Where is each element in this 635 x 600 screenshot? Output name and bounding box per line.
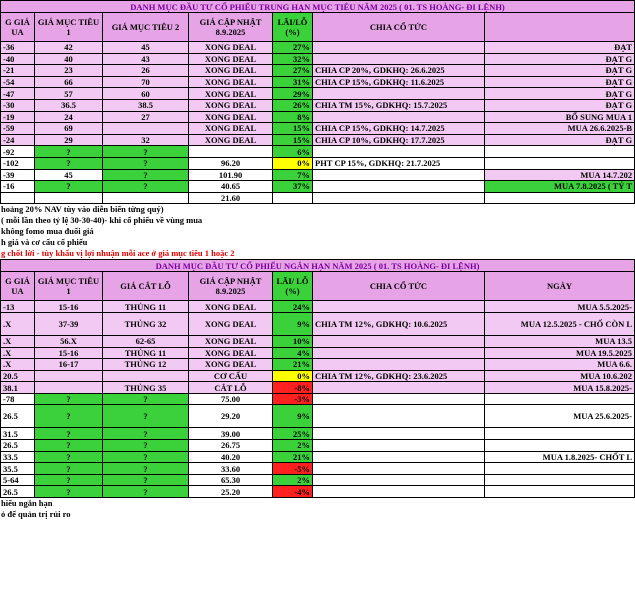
cell-update-price: XONG DEAL xyxy=(189,65,273,77)
table-row xyxy=(1,382,635,394)
cell-target-1: 42 xyxy=(35,42,103,54)
cell-dividend xyxy=(313,301,485,313)
cell-note: MUA 14.7.202 xyxy=(485,169,635,181)
cell-stop-loss: ? xyxy=(103,405,189,428)
cell-dividend xyxy=(313,169,485,181)
table-row xyxy=(1,42,635,54)
cell-buy-price: 26.5 xyxy=(1,405,35,428)
table-row xyxy=(1,169,635,181)
cell-profit-loss: -8% xyxy=(273,382,313,394)
cell-profit-loss: 10% xyxy=(273,335,313,347)
cell-dividend: CHIA TM 12%, GDKHQ: 23.6.2025 xyxy=(313,370,485,382)
cell-stop-loss: THỦNG 11 xyxy=(103,347,189,359)
cell-dividend xyxy=(313,88,485,100)
cell-profit-loss: 37% xyxy=(273,181,313,193)
cell-profit-loss: 0% xyxy=(273,157,313,169)
cell-target-1 xyxy=(35,370,103,382)
cell-profit-loss: 6% xyxy=(273,146,313,158)
cell-note: MUA 25.6.2025- xyxy=(485,405,635,428)
cell-dividend xyxy=(313,359,485,371)
cell-dividend: CHIA CP 15%, GDKHQ: 11.6.2025 xyxy=(313,76,485,88)
cell-buy-price: -16 xyxy=(1,181,35,193)
cell-note: BỔ SUNG MUA 1 xyxy=(485,111,635,123)
cell-buy-price: .X xyxy=(1,347,35,359)
table-row xyxy=(1,312,635,335)
cell-target-1: 29 xyxy=(35,134,103,146)
cell-profit-loss: 4% xyxy=(273,347,313,359)
table-header-row xyxy=(1,13,635,42)
cell-update-price: XONG DEAL xyxy=(189,134,273,146)
table2-title: DANH MỤC ĐẦU TƯ CỔ PHIẾU NGẮN HẠN NĂM 2025 ( 01. TS HOÀNG- ĐI LỆNH) xyxy=(1,260,635,272)
cell-note xyxy=(485,192,635,204)
cell-target-1: 57 xyxy=(35,88,103,100)
table-title-row xyxy=(1,1,635,13)
table-row xyxy=(1,134,635,146)
cell-target-1: ? xyxy=(35,463,103,475)
cell-profit-loss: -4% xyxy=(273,486,313,498)
cell-dividend xyxy=(313,181,485,193)
cell-stop-loss: THỦNG 35 xyxy=(103,382,189,394)
cell-target-2: 38.5 xyxy=(103,99,189,111)
cell-update-price: 101.90 xyxy=(189,169,273,181)
cell-target-1: ? xyxy=(35,393,103,405)
cell-dividend xyxy=(313,451,485,463)
cell-target-2: 43 xyxy=(103,53,189,65)
cell-target-1: 15-16 xyxy=(35,347,103,359)
cell-update-price: CƠ CẤU xyxy=(189,370,273,382)
cell-target-1: 45 xyxy=(35,169,103,181)
cell-update-price: XONG DEAL xyxy=(189,335,273,347)
cell-stop-loss: ? xyxy=(103,474,189,486)
cell-profit-loss xyxy=(273,192,313,204)
cell-dividend xyxy=(313,486,485,498)
cell-stop-loss: ? xyxy=(103,428,189,440)
cell-target-1: 36.5 xyxy=(35,99,103,111)
cell-dividend xyxy=(313,53,485,65)
cell-buy-price: -54 xyxy=(1,76,35,88)
table1-title: DANH MỤC ĐẦU TƯ CỔ PHIẾU TRUNG HẠN MỤC TIÊU NĂM 2025 ( 01. TS HOÀNG- ĐI LỆNH) xyxy=(1,1,635,13)
cell-buy-price: -47 xyxy=(1,88,35,100)
cell-stop-loss: ? xyxy=(103,440,189,452)
cell-update-price: XONG DEAL xyxy=(189,347,273,359)
header-target-1: GIÁ MỤC TIÊU 1 xyxy=(35,272,103,301)
table-row xyxy=(1,370,635,382)
cell-buy-price: -19 xyxy=(1,111,35,123)
cell-dividend xyxy=(313,146,485,158)
header-note: NGÀY xyxy=(485,272,635,301)
cell-dividend: CHIA CP 10%, GDKHQ: 17.7.2025 xyxy=(313,134,485,146)
cell-note xyxy=(485,146,635,158)
table-row xyxy=(1,347,635,359)
cell-note: MUA 13.5 xyxy=(485,335,635,347)
cell-stop-loss: ? xyxy=(103,463,189,475)
notes-section-1 xyxy=(0,204,600,259)
cell-target-2: ? xyxy=(103,181,189,193)
cell-target-2: 27 xyxy=(103,111,189,123)
table-row xyxy=(1,88,635,100)
table-row xyxy=(1,76,635,88)
cell-stop-loss: ? xyxy=(103,393,189,405)
cell-profit-loss: 21% xyxy=(273,359,313,371)
cell-note: MUA 15.8.2025- xyxy=(485,382,635,394)
cell-buy-price: -13 xyxy=(1,301,35,313)
cell-buy-price: 33.5 xyxy=(1,451,35,463)
table-row xyxy=(1,428,635,440)
cell-target-1: 23 xyxy=(35,65,103,77)
table-row xyxy=(1,157,635,169)
cell-target-1: 56.X xyxy=(35,335,103,347)
table-row xyxy=(1,53,635,65)
cell-buy-price: 35.5 xyxy=(1,463,35,475)
cell-note: MUA 10.6.202 xyxy=(485,370,635,382)
cell-update-price: XONG DEAL xyxy=(189,123,273,135)
cell-buy-price: .X xyxy=(1,335,35,347)
cell-buy-price: .X xyxy=(1,359,35,371)
cell-note: MUA 12.5.2025 - CHỐ CÒN L xyxy=(485,312,635,335)
cell-target-1: 16-17 xyxy=(35,359,103,371)
cell-target-1 xyxy=(35,382,103,394)
header-profit-loss: LÃI/ LỖ (%) xyxy=(273,272,313,301)
cell-dividend: CHIA TM 12%, GDKHQ: 10.6.2025 xyxy=(313,312,485,335)
cell-profit-loss: 32% xyxy=(273,53,313,65)
cell-update-price: 40.20 xyxy=(189,451,273,463)
header-stop-loss: GIÁ CẮT LỖ xyxy=(103,272,189,301)
cell-buy-price: -30 xyxy=(1,99,35,111)
table-row xyxy=(1,335,635,347)
cell-note: ĐẠT G xyxy=(485,65,635,77)
cell-target-1: 37-39 xyxy=(35,312,103,335)
table-row xyxy=(1,451,635,463)
cell-profit-loss: 15% xyxy=(273,123,313,135)
cell-target-2 xyxy=(103,123,189,135)
note-line: ỏ để quản trị rủi ro xyxy=(1,509,71,520)
cell-update-price: 33.60 xyxy=(189,463,273,475)
table-row xyxy=(1,192,635,204)
table-row xyxy=(1,181,635,193)
cell-dividend xyxy=(313,192,485,204)
cell-update-price: 65.30 xyxy=(189,474,273,486)
cell-target-1: 69 xyxy=(35,123,103,135)
cell-update-price: 29.20 xyxy=(189,405,273,428)
cell-target-1 xyxy=(35,192,103,204)
cell-note: ĐẠT G xyxy=(485,134,635,146)
cell-target-2: 26 xyxy=(103,65,189,77)
cell-target-1: ? xyxy=(35,440,103,452)
cell-note xyxy=(485,463,635,475)
cell-target-1: ? xyxy=(35,405,103,428)
cell-note xyxy=(485,393,635,405)
cell-buy-price: -36 xyxy=(1,42,35,54)
cell-update-price: XONG DEAL xyxy=(189,111,273,123)
cell-dividend: CHIA CP 15%, GDKHQ: 14.7.2025 xyxy=(313,123,485,135)
header-target-2: GIÁ MỤC TIÊU 2 xyxy=(103,13,189,42)
cell-buy-price: 38.1 xyxy=(1,382,35,394)
cell-target-2: 45 xyxy=(103,42,189,54)
cell-profit-loss: 9% xyxy=(273,405,313,428)
cell-update-price: XONG DEAL xyxy=(189,53,273,65)
cell-buy-price: 26.5 xyxy=(1,440,35,452)
cell-buy-price: -92 xyxy=(1,146,35,158)
cell-profit-loss: 9% xyxy=(273,312,313,335)
cell-stop-loss: ? xyxy=(103,486,189,498)
cell-update-price: CẮT LỖ xyxy=(189,382,273,394)
cell-target-2: ? xyxy=(103,146,189,158)
notes-section-2 xyxy=(0,498,600,520)
cell-note: MUA 5.5.2025- xyxy=(485,301,635,313)
cell-update-price: XONG DEAL xyxy=(189,42,273,54)
cell-dividend xyxy=(313,347,485,359)
cell-dividend xyxy=(313,405,485,428)
header-target-1: GIÁ MỤC TIÊU 1 xyxy=(35,13,103,42)
cell-note: ĐẠT G xyxy=(485,53,635,65)
table-row xyxy=(1,440,635,452)
cell-note: MUA 1.8.2025- CHỐT L xyxy=(485,451,635,463)
cell-update-price: 26.75 xyxy=(189,440,273,452)
header-dividend: CHIA CỔ TỨC xyxy=(313,13,485,42)
cell-profit-loss: 21% xyxy=(273,451,313,463)
cell-buy-price: 20.5 xyxy=(1,370,35,382)
cell-target-1: 40 xyxy=(35,53,103,65)
cell-dividend xyxy=(313,463,485,475)
header-profit-loss: LÃI/LỖ (%) xyxy=(273,13,313,42)
cell-buy-price: -40 xyxy=(1,53,35,65)
medium-term-portfolio-table xyxy=(0,0,635,204)
cell-profit-loss: -5% xyxy=(273,463,313,475)
cell-note xyxy=(485,486,635,498)
table-row xyxy=(1,405,635,428)
header-dividend: CHIA CỔ TỨC xyxy=(313,272,485,301)
cell-update-price: 21.60 xyxy=(189,192,273,204)
cell-stop-loss: THỦNG 32 xyxy=(103,312,189,335)
cell-dividend: CHIA TM 15%, GDKHQ: 15.7.2025 xyxy=(313,99,485,111)
cell-note xyxy=(485,440,635,452)
cell-update-price xyxy=(189,146,273,158)
cell-target-2 xyxy=(103,192,189,204)
cell-note xyxy=(485,474,635,486)
cell-buy-price xyxy=(1,192,35,204)
cell-buy-price: 26.5 xyxy=(1,486,35,498)
cell-profit-loss: 26% xyxy=(273,99,313,111)
cell-target-1: ? xyxy=(35,486,103,498)
cell-stop-loss: THỦNG 11 xyxy=(103,301,189,313)
table-row xyxy=(1,463,635,475)
table-row xyxy=(1,486,635,498)
header-update-price: GIÁ CẬP NHẬT 8.9.2025 xyxy=(189,13,273,42)
header-update-price: GIÁ CẬP NHẬT 8.9.2025 xyxy=(189,272,273,301)
header-note xyxy=(485,13,635,42)
cell-dividend: CHIA CP 20%, GDKHQ: 26.6.2025 xyxy=(313,65,485,77)
cell-target-2: 60 xyxy=(103,88,189,100)
cell-target-1: ? xyxy=(35,146,103,158)
cell-profit-loss: -3% xyxy=(273,393,313,405)
table-row xyxy=(1,65,635,77)
table-row xyxy=(1,111,635,123)
cell-update-price: 25.20 xyxy=(189,486,273,498)
header-buy-price: G GIÁ UA xyxy=(1,13,35,42)
table-row xyxy=(1,301,635,313)
cell-buy-price: -24 xyxy=(1,134,35,146)
cell-update-price: XONG DEAL xyxy=(189,359,273,371)
cell-buy-price: 5-64 xyxy=(1,474,35,486)
note-line: hiếu ngắn hạn xyxy=(1,498,53,509)
note-line-red: g chốt lời - tùy khẩu vị lợi nhuận mỗi ace ở giá mục tiêu 1 hoặc 2 xyxy=(1,248,235,259)
cell-target-1: ? xyxy=(35,474,103,486)
short-term-portfolio-table xyxy=(0,259,635,498)
cell-update-price: XONG DEAL xyxy=(189,301,273,313)
table-row xyxy=(1,146,635,158)
cell-update-price: XONG DEAL xyxy=(189,312,273,335)
cell-stop-loss: THỦNG 12 xyxy=(103,359,189,371)
cell-update-price: XONG DEAL xyxy=(189,99,273,111)
cell-profit-loss: 2% xyxy=(273,474,313,486)
cell-buy-price: -21 xyxy=(1,65,35,77)
cell-buy-price: -78 xyxy=(1,393,35,405)
cell-profit-loss: 31% xyxy=(273,76,313,88)
table-header-row xyxy=(1,272,635,301)
table-row xyxy=(1,99,635,111)
cell-target-1: ? xyxy=(35,451,103,463)
cell-profit-loss: 27% xyxy=(273,42,313,54)
cell-update-price: XONG DEAL xyxy=(189,88,273,100)
cell-note xyxy=(485,428,635,440)
cell-target-2: ? xyxy=(103,157,189,169)
cell-profit-loss: 27% xyxy=(273,65,313,77)
cell-note: ĐẠT G xyxy=(485,99,635,111)
cell-stop-loss xyxy=(103,370,189,382)
cell-note: ĐẠT G xyxy=(485,76,635,88)
table-row xyxy=(1,359,635,371)
cell-note: MUA 6.6. xyxy=(485,359,635,371)
cell-update-price: 40.65 xyxy=(189,181,273,193)
cell-dividend xyxy=(313,42,485,54)
table-row xyxy=(1,123,635,135)
cell-dividend xyxy=(313,474,485,486)
cell-dividend: PHT CP 15%, GDKHQ: 21.7.2025 xyxy=(313,157,485,169)
cell-buy-price: 31.5 xyxy=(1,428,35,440)
cell-target-1: ? xyxy=(35,157,103,169)
cell-target-2: 70 xyxy=(103,76,189,88)
table-row xyxy=(1,393,635,405)
cell-profit-loss: 24% xyxy=(273,301,313,313)
cell-buy-price: -59 xyxy=(1,123,35,135)
cell-dividend xyxy=(313,393,485,405)
cell-target-1: ? xyxy=(35,428,103,440)
table-title-row xyxy=(1,260,635,272)
cell-note: MUA 26.6.2025-B xyxy=(485,123,635,135)
note-line: h giá và cơ cấu cổ phiếu xyxy=(1,237,88,248)
note-line: ( mỗi lần theo tỷ lệ 30-30-40)- khi cổ phiếu về vùng mua xyxy=(1,215,203,226)
note-line: không fomo mua đuổi giá xyxy=(1,226,94,237)
cell-profit-loss: 8% xyxy=(273,111,313,123)
cell-dividend xyxy=(313,382,485,394)
cell-target-2: 32 xyxy=(103,134,189,146)
cell-profit-loss: 0% xyxy=(273,370,313,382)
cell-profit-loss: 25% xyxy=(273,428,313,440)
cell-profit-loss: 29% xyxy=(273,88,313,100)
cell-profit-loss: 7% xyxy=(273,169,313,181)
cell-dividend xyxy=(313,428,485,440)
table-row xyxy=(1,474,635,486)
cell-profit-loss: 2% xyxy=(273,440,313,452)
cell-stop-loss: ? xyxy=(103,451,189,463)
cell-update-price: 39.00 xyxy=(189,428,273,440)
cell-note: ĐẠT G xyxy=(485,88,635,100)
cell-dividend xyxy=(313,440,485,452)
cell-note: MUA 19.5.2025 xyxy=(485,347,635,359)
cell-note: ĐẠT xyxy=(485,42,635,54)
cell-target-1: 15-16 xyxy=(35,301,103,313)
cell-buy-price: .X xyxy=(1,312,35,335)
cell-target-1: 24 xyxy=(35,111,103,123)
cell-note xyxy=(485,157,635,169)
cell-note: MUA 7.8.2025 ( TỶ T xyxy=(485,181,635,193)
header-buy-price: G GIÁ UA xyxy=(1,272,35,301)
cell-update-price: XONG DEAL xyxy=(189,76,273,88)
cell-update-price: 96.20 xyxy=(189,157,273,169)
cell-target-1: ? xyxy=(35,181,103,193)
cell-buy-price: -39 xyxy=(1,169,35,181)
cell-buy-price: -102 xyxy=(1,157,35,169)
cell-target-2: ? xyxy=(103,169,189,181)
cell-profit-loss: 15% xyxy=(273,134,313,146)
cell-stop-loss: 62-65 xyxy=(103,335,189,347)
cell-dividend xyxy=(313,111,485,123)
cell-update-price: 75.00 xyxy=(189,393,273,405)
cell-dividend xyxy=(313,335,485,347)
note-line: hoảng 20% NAV tùy vào diễn biến từng quý) xyxy=(1,204,164,215)
cell-target-1: 66 xyxy=(35,76,103,88)
